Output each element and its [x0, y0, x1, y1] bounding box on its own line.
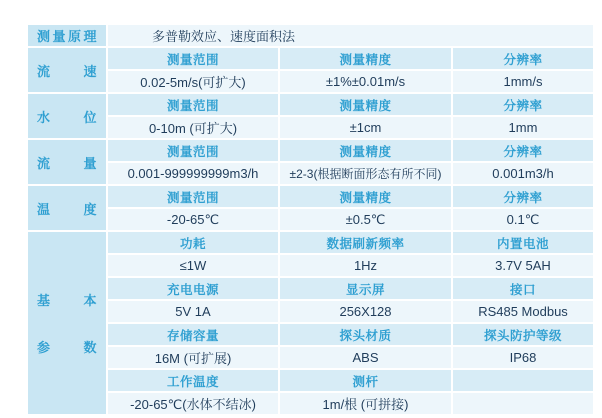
value-cell-power-consumption: ≤1W — [108, 255, 278, 276]
header-cell-resolution: 分辨率 — [453, 186, 593, 207]
label-char: 量 — [52, 29, 66, 44]
value-cell-probe-material: ABS — [280, 347, 451, 368]
value-cell-interface: RS485 Modbus — [453, 301, 593, 322]
label-char: 流 — [37, 63, 51, 79]
section-label-basic-parameters — [28, 232, 106, 414]
header-cell-resolution: 分辨率 — [453, 48, 593, 69]
header-cell-probe-material: 探头材质 — [280, 324, 451, 345]
value-cell-range: 0.02-5m/s(可扩大) — [108, 71, 278, 92]
header-cell-range: 测量范围 — [108, 140, 278, 161]
value-cell-range: 0.001-999999999m3/h — [108, 163, 278, 184]
value-cell-resolution: 1mm/s — [453, 71, 593, 92]
label-char: 参 — [37, 340, 51, 355]
section-label-water-level — [28, 94, 106, 138]
label-char: 速 — [83, 63, 97, 79]
header-cell-display: 显示屏 — [280, 278, 451, 299]
label-char: 本 — [83, 293, 97, 308]
section-label-flow-speed — [28, 48, 106, 92]
value-cell-resolution: 1mm — [453, 117, 593, 138]
header-cell-accuracy: 测量精度 — [280, 48, 451, 69]
value-cell-display: 256X128 — [280, 301, 451, 322]
value-cell-storage: 16M (可扩展) — [108, 347, 278, 368]
value-cell-measuring-rod: 1m/根 (可拼接) — [280, 393, 451, 414]
value-cell-battery: 3.7V 5AH — [453, 255, 593, 276]
header-cell-measuring-rod: 测杆 — [280, 370, 451, 391]
section-label-flow-rate — [28, 140, 106, 184]
value-cell-refresh-rate: 1Hz — [280, 255, 451, 276]
spec-table — [28, 25, 593, 414]
value-cell-accuracy: ±2-3(根据断面形态有所不同) — [280, 163, 451, 184]
principle-value-cell: 多普勒效应、速度面积法 — [108, 25, 593, 46]
header-cell-working-temperature: 工作温度 — [108, 370, 278, 391]
label-char: 度 — [83, 201, 97, 217]
header-cell-interface: 接口 — [453, 278, 593, 299]
header-cell-refresh-rate: 数据刷新频率 — [280, 232, 451, 253]
label-char: 基 — [37, 293, 51, 308]
label-char: 测 — [37, 29, 51, 44]
value-cell-probe-protection: IP68 — [453, 347, 593, 368]
header-cell-empty — [453, 370, 593, 391]
value-cell-empty — [453, 393, 593, 414]
basic-label-line-1 — [37, 290, 97, 309]
header-cell-resolution: 分辨率 — [453, 94, 593, 115]
section-label-temperature — [28, 186, 106, 230]
principle-row-label — [28, 25, 106, 46]
header-cell-storage: 存储容量 — [108, 324, 278, 345]
value-cell-charging-power: 5V 1A — [108, 301, 278, 322]
value-cell-range: 0-10m (可扩大) — [108, 117, 278, 138]
header-cell-range: 测量范围 — [108, 48, 278, 69]
value-cell-resolution: 0.001m3/h — [453, 163, 593, 184]
header-cell-resolution: 分辨率 — [453, 140, 593, 161]
header-cell-range: 测量范围 — [108, 186, 278, 207]
label-char: 水 — [37, 109, 51, 125]
value-cell-accuracy: ±1cm — [280, 117, 451, 138]
label-char: 温 — [37, 201, 51, 217]
header-cell-accuracy: 测量精度 — [280, 140, 451, 161]
value-cell-accuracy: ±1%±0.01m/s — [280, 71, 451, 92]
header-cell-accuracy: 测量精度 — [280, 94, 451, 115]
label-char: 原 — [67, 29, 82, 44]
label-char: 数 — [83, 340, 97, 355]
header-cell-charging-power: 充电电源 — [108, 278, 278, 299]
header-cell-battery: 内置电池 — [453, 232, 593, 253]
value-cell-range: -20-65℃ — [108, 209, 278, 230]
header-cell-probe-protection: 探头防护等级 — [453, 324, 593, 345]
header-cell-range: 测量范围 — [108, 94, 278, 115]
header-cell-power-consumption: 功耗 — [108, 232, 278, 253]
header-cell-accuracy: 测量精度 — [280, 186, 451, 207]
basic-label-line-2 — [37, 337, 97, 356]
label-char: 量 — [83, 155, 97, 171]
label-char: 理 — [83, 29, 97, 44]
label-char: 位 — [83, 109, 97, 125]
value-cell-resolution: 0.1℃ — [453, 209, 593, 230]
value-cell-working-temperature: -20-65℃(水体不结冰) — [108, 393, 278, 414]
label-char: 流 — [37, 155, 51, 171]
value-cell-accuracy: ±0.5℃ — [280, 209, 451, 230]
